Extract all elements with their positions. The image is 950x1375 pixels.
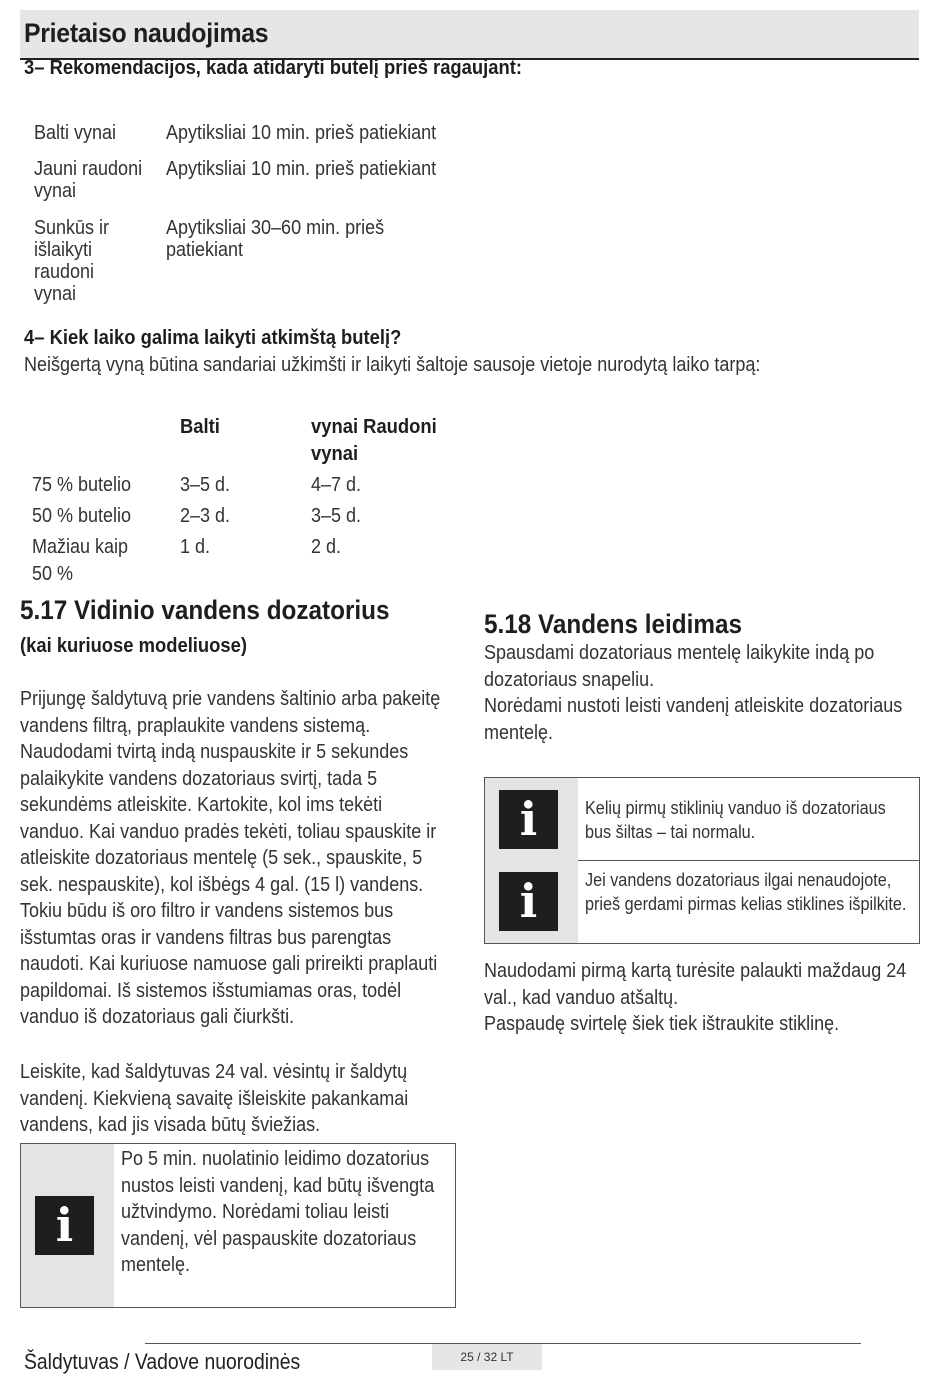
info-icon: i xyxy=(35,1196,94,1255)
col-header-white: Balti xyxy=(180,416,220,438)
fill-level-cell: 75 % butelio xyxy=(32,474,132,496)
note-divider xyxy=(578,860,919,861)
section518-body2: Norėdami nustoti leisti vandenį atleiskite dozatoriaus mentelę. xyxy=(484,695,903,744)
note-icon-column xyxy=(21,1144,114,1307)
note-text: Jei vandens dozatoriaus ilgai nenaudojote, prieš gerdami pirmas kelias stiklines išpilkite. xyxy=(585,870,907,914)
fill-level-cell: Mažiau kaip 50 % xyxy=(32,536,129,585)
note-text: Po 5 min. nuolatinio leidimo dozatorius nustos leisti vandenį, kad būtų išvengta užtvindymo. Norėdami toliau leisti vandenį, vėl paspauskite dozatoriaus mentelę. xyxy=(121,1148,435,1276)
wine-type-cell: Balti vynai xyxy=(34,122,117,144)
note-box xyxy=(20,1143,456,1308)
section517-subtitle: (kai kuriuose modeliuose) xyxy=(20,635,247,657)
section517-title: 5.17 Vidinio vandens dozatorius xyxy=(20,595,390,625)
white-days-cell: 3–5 d. xyxy=(180,474,231,496)
section518-title: 5.18 Vandens leidimas xyxy=(484,609,742,639)
section3-heading: 3– Rekomendacijos, kada atidaryti butelį prieš ragaujant: xyxy=(24,57,522,79)
section517-body: Prijungę šaldytuvą prie vandens šaltinio arba pakeitę vandens filtrą, praplaukite vandens sistemą. Naudodami tvirtą indą nuspauskite ir 5 sekundes palaikykite vandens dozatoriaus svirtį, tada 5 sekundėms atleiskite. Kartokite, kol ims tekėti vanduo. Kai vanduo pradės tekėti, toliau spauskite ir atleiskite dozatoriaus mentelę (5 sek., spauskite, 5 sek. nespauskite), kol išbėgs 4 gal. (15 l) vandens. Tokiu būdu iš oro filtro ir vandens sistemos bus išstumtas oras ir vandens filtras bus parengtas naudoti. Kai kuriuose namuose gali prireikti praplauti papildomai. Iš sistemos išstumiamas oras, todėl vanduo iš dozatoriaus gali čiurkšti. xyxy=(20,688,441,1028)
open-time-cell: Apytiksliai 30–60 min. prieš patiekiant xyxy=(166,217,385,261)
white-days-cell: 1 d. xyxy=(180,536,211,558)
wine-type-cell: Jauni raudoni vynai xyxy=(34,158,143,202)
section518-after1: Naudodami pirmą kartą turėsite palaukti maždaug 24 val., kad vanduo atšaltų. xyxy=(484,960,907,1009)
section518-body: Spausdami dozatoriaus mentelę laikykite indą po dozatoriaus snapeliu. xyxy=(484,642,875,691)
red-days-cell: 4–7 d. xyxy=(311,474,362,496)
note-text: Kelių pirmų stiklinių vanduo iš dozatoriaus bus šiltas – tai normalu. xyxy=(585,798,886,842)
white-days-cell: 2–3 d. xyxy=(180,505,231,527)
info-icon: i xyxy=(499,872,558,931)
open-time-cell: Apytiksliai 10 min. prieš patiekiant xyxy=(166,158,437,180)
red-days-cell: 2 d. xyxy=(311,536,342,558)
footer-title: Šaldytuvas / Vadove nuorodinės xyxy=(24,1349,301,1374)
open-time-cell: Apytiksliai 10 min. prieš patiekiant xyxy=(166,122,437,144)
section4-heading: 4– Kiek laiko galima laikyti atkimštą butelį? xyxy=(24,327,402,349)
fill-level-cell: 50 % butelio xyxy=(32,505,132,527)
note-box xyxy=(484,777,920,944)
section517-body2: Leiskite, kad šaldytuvas 24 val. vėsintų ir šaldytų vandenį. Kiekvieną savaitę išleiskite pakankamai vandens, kad jis visada būtų šviežias. xyxy=(20,1061,409,1136)
section518-after2: Paspaudę svirtelę šiek tiek ištraukite stiklinę. xyxy=(484,1013,840,1035)
info-icon: i xyxy=(499,790,558,849)
red-days-cell: 3–5 d. xyxy=(311,505,362,527)
page-number: 25 / 32 LT xyxy=(432,1344,542,1370)
page-title: Prietaiso naudojimas xyxy=(24,18,269,48)
section4-intro: Neišgertą vyną būtina sandariai užkimšti ir laikyti šaltoje sausoje vietoje nurodytą laiko tarpą: xyxy=(24,354,761,376)
wine-type-cell: Sunkūs ir išlaikyti raudoni vynai xyxy=(34,217,110,305)
col-header-red: vynai Raudoni vynai xyxy=(311,416,437,465)
